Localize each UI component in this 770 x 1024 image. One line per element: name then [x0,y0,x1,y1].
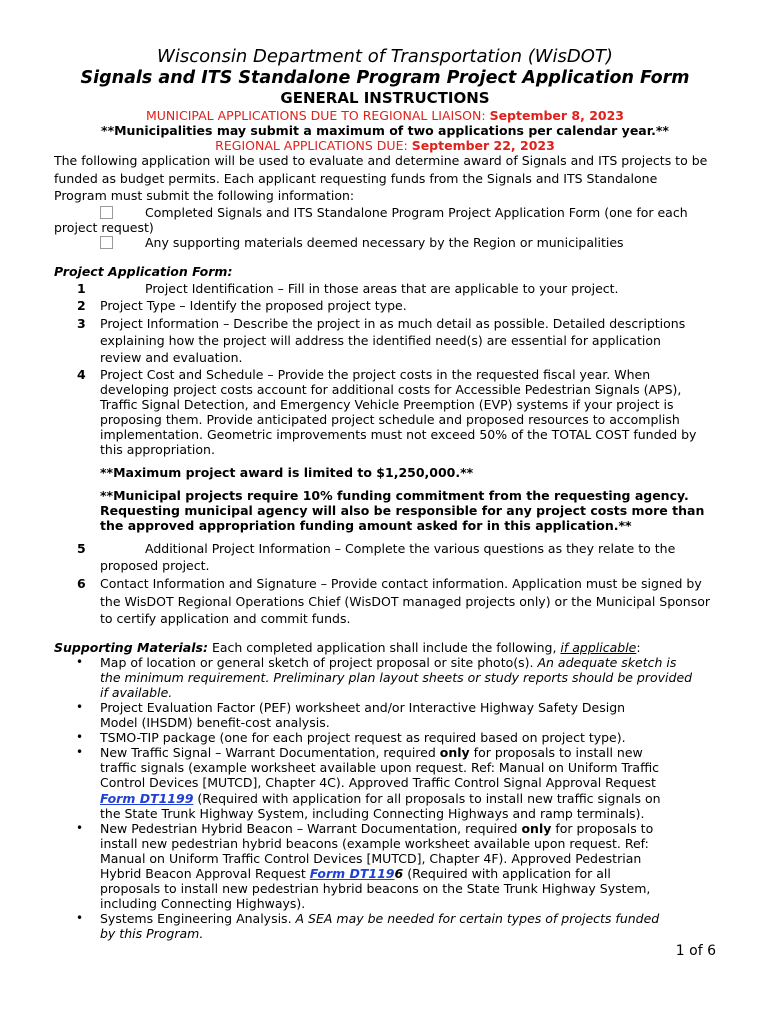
list-item: Traffic Signal Detection, and Emergency Vehicle Preemption (EVP) systems if your project is [100,397,674,412]
list-item: this appropriation. [100,442,215,457]
item-number: 1 [77,281,86,296]
list-item: to certify application and commit funds. [100,611,351,626]
list-item: developing project costs account for additional costs for Accessible Pedestrian Signals (APS), [100,382,682,397]
if-applicable: if applicable [560,640,637,655]
bullet-icon: • [76,655,84,669]
list-item: Contact Information and Signature – Provide contact information. Application must be signed by [100,576,702,591]
regional-due-line [0,138,770,153]
checkbox-application-form[interactable] [100,206,113,219]
bullet-text-italic: the minimum requirement. Preliminary plan layout sheets or study reports should be provided [100,670,693,685]
bullet-text: Manual on Uniform Traffic Control Devices [MUTCD], Chapter 4F). Approved Pedestrian [100,851,642,866]
supporting-intro-line [54,640,641,655]
bullet-text-italic: An adequate sketch is [537,655,677,670]
bullet-line [100,655,676,670]
municipal-commitment-note: Requesting municipal agency will also be responsible for any project costs more than [100,503,705,518]
bullet-text: proposals to install new pedestrian hybrid beacons on the State Trunk Highway System, [100,881,651,896]
max-award-note: **Maximum project award is limited to $1,250,000.** [100,465,474,480]
bullet-line [100,745,643,760]
intro-line: Program must submit the following information: [54,188,355,203]
bullet-text: Control Devices [MUTCD], Chapter 4C). Approved Traffic Control Signal Approval Request [100,775,656,790]
form-dt1196-link[interactable]: Form DT119 [309,866,395,881]
bullet-line [100,911,659,926]
checklist-item-label: Any supporting materials deemed necessary by the Region or municipalities [145,235,624,250]
bullet-text-italic: by this Program. [100,926,204,941]
bullet-text: including Connecting Highways). [100,896,306,911]
form-dt1199-link[interactable]: Form DT1199 [100,791,194,806]
regional-due-label: REGIONAL APPLICATIONS DUE: [215,138,408,153]
bullet-text: TSMO-TIP package (one for each project request as required based on project type). [100,730,626,745]
list-item: implementation. Geometric improvements must not exceed 50% of the TOTAL COST funded by [100,427,697,442]
item-number: 3 [77,316,86,331]
bullet-text: for proposals to [555,821,654,836]
bullet-text: Hybrid Beacon Approval Request [100,866,306,881]
page-number: 1 of 6 [675,943,716,959]
item-number: 2 [77,298,86,313]
item-number: 6 [77,576,86,591]
bullet-text: for proposals to install new [473,745,643,760]
bullet-text: Model (IHSDM) benefit-cost analysis. [100,715,330,730]
bullet-text: New Traffic Signal – Warrant Documentation, required [100,745,436,760]
supporting-heading: Supporting Materials: [54,640,208,655]
bullet-text: install new pedestrian hybrid beacons (example worksheet available upon request. Ref: [100,836,649,851]
bullet-icon: • [76,700,84,714]
bullet-text-italic: if available. [100,685,173,700]
list-item: Additional Project Information – Complete the various questions as they relate to the [145,541,676,556]
municipal-due-label: MUNICIPAL APPLICATIONS DUE TO REGIONAL LIAISON: [146,108,486,123]
list-item: proposing them. Provide anticipated project schedule and proposed resources to accomplish [100,412,680,427]
agency-title: Wisconsin Department of Transportation (WisDOT) [157,46,613,67]
bullet-icon: • [76,745,84,759]
bullet-text: traffic signals (example worksheet available upon request. Ref: Manual on Uniform Traffic [100,760,660,775]
bullet-text: Map of location or general sketch of project proposal or site photo(s). [100,655,534,670]
list-item: Project Cost and Schedule – Provide the project costs in the requested fiscal year. When [100,367,651,382]
municipal-limit-note: **Municipalities may submit a maximum of two applications per calendar year.** [101,123,669,138]
list-item: Project Type – Identify the proposed project type. [100,298,407,313]
bullet-icon: • [76,821,84,835]
supporting-intro: Each completed application shall include the following, [211,640,557,655]
bullet-icon: • [76,911,84,925]
list-item: review and evaluation. [100,350,243,365]
municipal-due-date: September 8, 2023 [489,108,624,123]
list-item: explaining how the project will address the identified need(s) are essential for application [100,333,661,348]
bullet-text: New Pedestrian Hybrid Beacon – Warrant Documentation, required [100,821,518,836]
municipal-commitment-note: **Municipal projects require 10% funding commitment from the requesting agency. [100,488,689,503]
section-title: GENERAL INSTRUCTIONS [280,89,490,107]
regional-due-date: September 22, 2023 [411,138,555,153]
link-tail: 6 [394,866,404,881]
project-form-heading: Project Application Form: [54,264,233,279]
list-item: Project Information – Describe the project in as much detail as possible. Detailed descriptions [100,316,686,331]
list-item: the WisDOT Regional Operations Chief (WisDOT managed projects only) or the Municipal Sponsor [100,594,711,609]
item-number: 5 [77,541,86,556]
checklist-item-label: Completed Signals and ITS Standalone Program Project Application Form (one for each [145,205,688,220]
list-item: proposed project. [100,558,210,573]
bullet-text-bold: only [521,821,552,836]
bullet-icon: • [76,730,84,744]
municipal-due-line [0,108,770,123]
checklist-item-label: project request) [54,220,154,235]
bullet-text: the State Trunk Highway System, including Connecting Highways and ramp terminals). [100,806,645,821]
municipal-commitment-note: the approved appropriation funding amount asked for in this application.** [100,518,632,533]
form-title: Signals and ITS Standalone Program Project Application Form [80,68,690,88]
colon: : [636,640,641,655]
bullet-text-italic: A SEA may be needed for certain types of projects funded [295,911,660,926]
bullet-text: (Required with application for all [407,866,611,881]
bullet-text: Systems Engineering Analysis. [100,911,292,926]
bullet-line [100,821,653,836]
item-number: 4 [77,367,86,382]
intro-line: funded as budget permits. Each applicant requesting funds from the Signals and ITS Standalone [54,171,658,186]
bullet-line [100,791,661,806]
list-item: Project Identification – Fill in those areas that are applicable to your project. [145,281,619,296]
bullet-line [100,866,611,881]
bullet-text: Project Evaluation Factor (PEF) worksheet and/or Interactive Highway Safety Design [100,700,626,715]
bullet-text: (Required with application for all proposals to install new traffic signals on [197,791,661,806]
bullet-text-bold: only [439,745,470,760]
intro-line: The following application will be used to evaluate and determine award of Signals and ITS projects to be [54,153,708,168]
checkbox-supporting-materials[interactable] [100,236,113,249]
